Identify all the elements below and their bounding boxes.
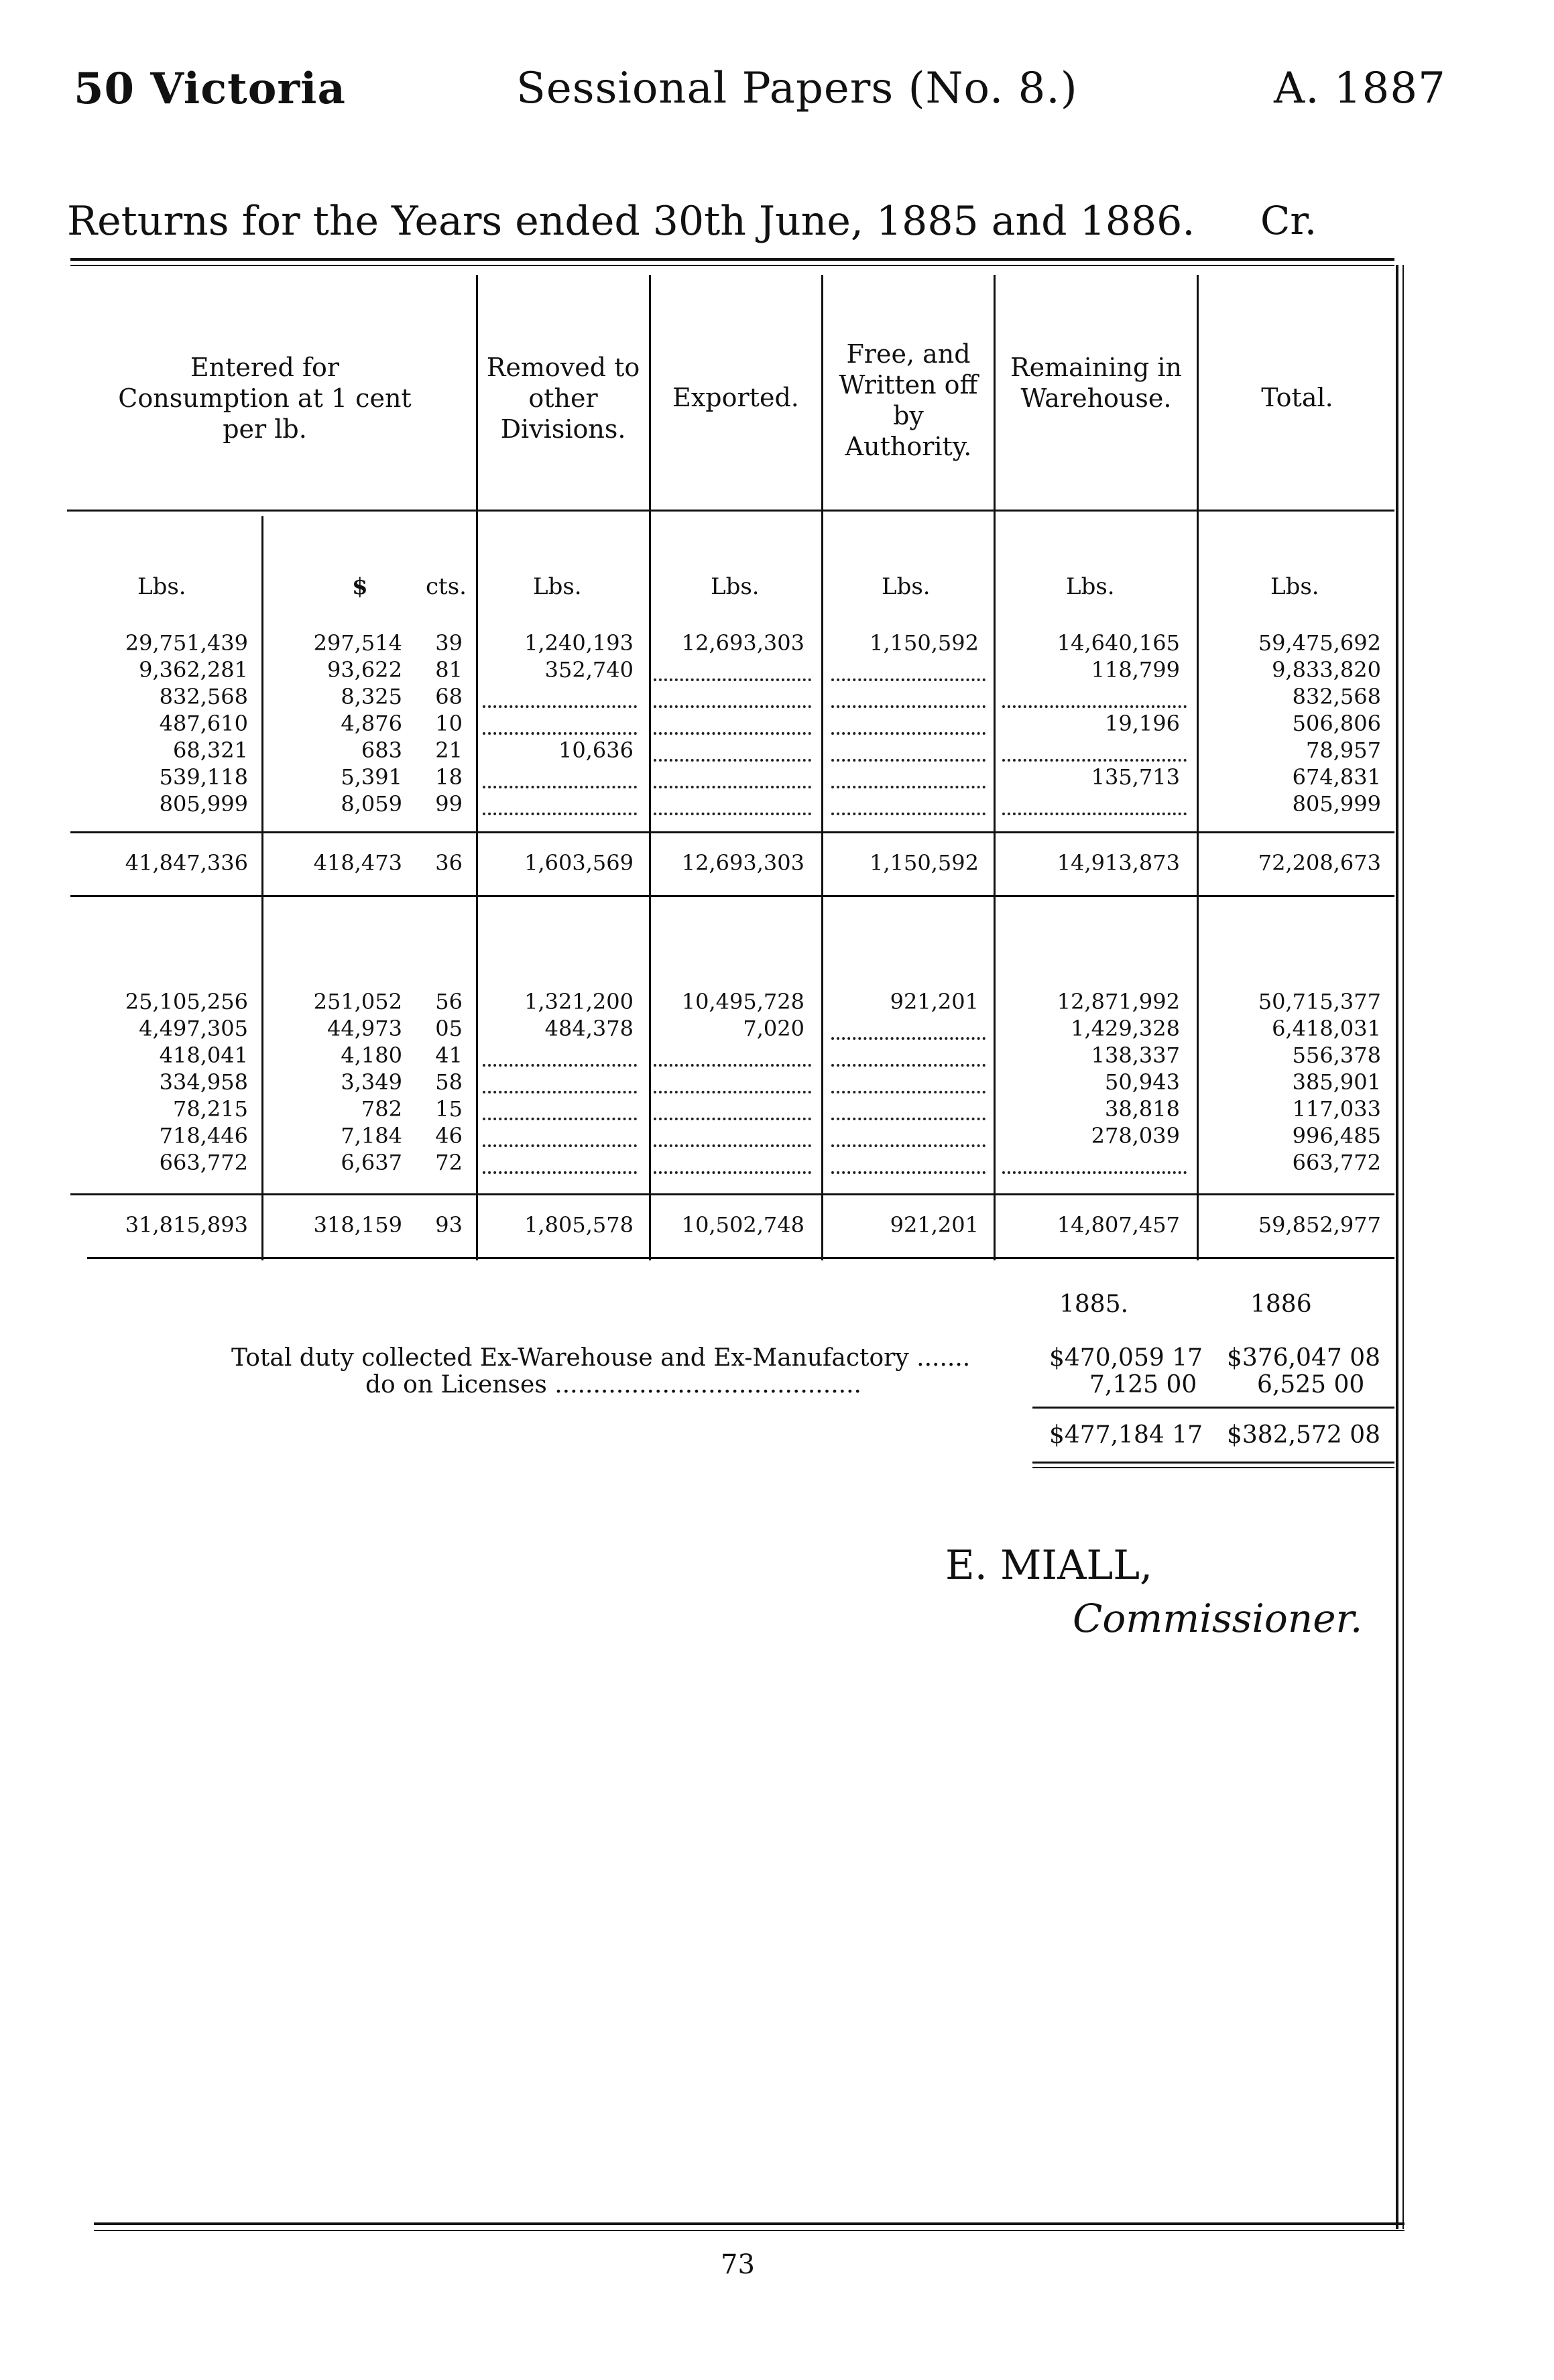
b1-row-2-free-leader (831, 680, 985, 708)
b1-row-6-exported-leader (654, 787, 811, 815)
signature-name: E. MIALL, (945, 1542, 1153, 1589)
duty-line2-1885: 7,125 00 (1089, 1371, 1197, 1399)
b1-row-0-exported: 12,693,303 (681, 630, 804, 656)
b1-row-6-total: 805,999 (1292, 791, 1381, 817)
b2-row-4-cts: 15 (435, 1096, 463, 1122)
b2-row-0-removed: 1,321,200 (524, 989, 634, 1014)
b2-row-1-lbs: 4,497,305 (139, 1016, 248, 1041)
header-center: Sessional Papers (No. 8.) (516, 64, 1078, 113)
duty-line1-1886: $376,047 08 (1227, 1344, 1381, 1372)
b1-row-2-dollars: 8,325 (341, 684, 402, 709)
b1-row-1-lbs: 9,362,281 (139, 657, 248, 682)
unit-lbs-6: Lbs. (1270, 573, 1319, 600)
b2-row-4-dollars: 782 (361, 1096, 402, 1122)
b2-row-0-total: 50,715,377 (1258, 989, 1381, 1014)
unit-lbs-3: Lbs. (711, 573, 760, 600)
unit-lbs-4: Lbs. (882, 573, 931, 600)
b1-row-4-exported-leader (654, 733, 811, 762)
b2-row-5-dollars: 7,184 (341, 1123, 402, 1148)
b2-row-5-cts: 46 (435, 1123, 463, 1148)
b2-row-2-removed-leader (483, 1038, 637, 1067)
b2-row-5-exported-leader (654, 1119, 811, 1147)
b1-row-1-exported-leader (654, 653, 811, 681)
b2-row-2-free-leader (831, 1038, 985, 1067)
b1-row-5-total: 674,831 (1292, 764, 1381, 790)
b2-row-1-cts: 05 (435, 1016, 463, 1041)
b2-row-6-cts: 72 (435, 1150, 463, 1175)
header-left: 50 Victoria (74, 64, 346, 114)
b1-row-0-free: 1,150,592 (870, 630, 979, 656)
b1-row-3-total: 506,806 (1292, 711, 1381, 736)
b2-row-6-total: 663,772 (1292, 1150, 1381, 1175)
block2-sum-rule (70, 1193, 1394, 1195)
b2-total-row-0-removed: 1,805,578 (524, 1212, 634, 1238)
b2-total-row-0-cts: 93 (435, 1212, 463, 1238)
duty-total-rule (1032, 1462, 1394, 1464)
b2-row-1-dollars: 44,973 (327, 1016, 402, 1041)
b1-row-5-removed-leader (483, 760, 637, 788)
b2-row-0-cts: 56 (435, 989, 463, 1014)
b1-row-1-total: 9,833,820 (1272, 657, 1381, 682)
b2-row-0-lbs: 25,105,256 (125, 989, 248, 1014)
b1-row-0-cts: 39 (435, 630, 463, 656)
unit-lbs-5: Lbs. (1066, 573, 1115, 600)
b1-row-5-exported-leader (654, 760, 811, 788)
b1-row-0-remaining: 14,640,165 (1057, 630, 1180, 656)
column-header-exported: Exported. (672, 383, 799, 412)
unit-lbs-2: Lbs. (533, 573, 582, 600)
credit-label: Cr. (1260, 198, 1317, 243)
b2-row-0-dollars: 251,052 (313, 989, 402, 1014)
b1-row-4-cts: 21 (435, 737, 463, 763)
b2-row-2-exported-leader (654, 1038, 811, 1067)
b1-row-2-remaining-leader (1002, 680, 1187, 708)
b1-row-4-remaining-leader (1002, 733, 1187, 762)
b1-total-row-0-dollars: 418,473 (313, 850, 402, 876)
column-header-removed: Removed to other Divisions. (486, 353, 640, 444)
b1-row-3-removed-leader (483, 707, 637, 735)
b2-row-3-exported-leader (654, 1065, 811, 1093)
b2-row-4-lbs: 78,215 (173, 1096, 248, 1122)
col-divider-3 (821, 275, 823, 1260)
b1-row-3-exported-leader (654, 707, 811, 735)
b1-total-row-0-remaining: 14,913,873 (1057, 850, 1180, 876)
b1-row-2-total: 832,568 (1292, 684, 1381, 709)
duty-total-rule-thin (1032, 1467, 1394, 1468)
duty-total-1885: $477,184 17 (1049, 1421, 1203, 1449)
b1-row-5-cts: 18 (435, 764, 463, 790)
b1-total-row-0-lbs: 41,847,336 (125, 850, 248, 876)
b1-row-0-dollars: 297,514 (313, 630, 402, 656)
b1-row-5-dollars: 5,391 (341, 764, 402, 790)
b1-row-5-remaining: 135,713 (1091, 764, 1180, 790)
column-header-remaining: Remaining in Warehouse. (1010, 353, 1183, 413)
duty-year-1885: 1885. (1059, 1291, 1129, 1318)
b2-row-6-lbs: 663,772 (159, 1150, 248, 1175)
b1-row-0-removed: 1,240,193 (524, 630, 634, 656)
b2-row-2-total: 556,378 (1292, 1043, 1381, 1068)
b2-row-3-lbs: 334,958 (159, 1069, 248, 1095)
b1-total-row-0-cts: 36 (435, 850, 463, 876)
b2-row-0-exported: 10,495,728 (681, 989, 804, 1014)
duty-sum-rule (1032, 1407, 1394, 1409)
b2-row-5-free-leader (831, 1119, 985, 1147)
column-header-entered: Entered for Consumption at 1 cent per lb. (118, 353, 412, 444)
duty-total-1886: $382,572 08 (1227, 1421, 1381, 1449)
b2-row-3-dollars: 3,349 (341, 1069, 402, 1095)
signature-role: Commissioner. (1073, 1596, 1363, 1641)
col-divider-1 (476, 275, 478, 1260)
b2-row-1-removed: 484,378 (544, 1016, 634, 1041)
column-header-total: Total. (1261, 383, 1333, 412)
b1-row-6-remaining-leader (1002, 787, 1187, 815)
b2-row-6-removed-leader (483, 1146, 637, 1174)
duty-line1-label: Total duty collected Ex-Warehouse and Ex-Manufactory ....... (231, 1344, 971, 1372)
b2-total-row-0-free: 921,201 (890, 1212, 979, 1238)
b1-row-6-removed-leader (483, 787, 637, 815)
col-divider-2 (649, 275, 651, 1260)
b2-row-0-free: 921,201 (890, 989, 979, 1014)
title-rule (70, 258, 1394, 261)
b1-row-6-lbs: 805,999 (159, 791, 248, 817)
unit-dollars: $ (352, 573, 368, 600)
right-border-thin (1402, 265, 1404, 2229)
b1-row-2-lbs: 832,568 (159, 684, 248, 709)
b2-row-6-free-leader (831, 1146, 985, 1174)
b1-row-1-removed: 352,740 (544, 657, 634, 682)
table-title: Returns for the Years ended 30th June, 1885 and 1886. (67, 198, 1195, 245)
b2-row-4-removed-leader (483, 1092, 637, 1120)
b1-row-5-lbs: 539,118 (159, 764, 248, 790)
col-divider-4 (994, 275, 996, 1260)
header-right: A. 1887 (1274, 64, 1446, 113)
b2-row-5-total: 996,485 (1292, 1123, 1381, 1148)
b1-row-1-remaining: 118,799 (1091, 657, 1180, 682)
b2-row-3-removed-leader (483, 1065, 637, 1093)
duty-line1-1885: $470,059 17 (1049, 1344, 1203, 1372)
b1-row-1-dollars: 93,622 (327, 657, 402, 682)
b2-row-4-remaining: 38,818 (1105, 1096, 1180, 1122)
b1-row-4-total: 78,957 (1306, 737, 1381, 763)
b2-total-row-0-lbs: 31,815,893 (125, 1212, 248, 1238)
b2-row-3-free-leader (831, 1065, 985, 1093)
b1-row-3-remaining: 19,196 (1105, 711, 1180, 736)
block1-bottom-rule (70, 895, 1394, 897)
b1-total-row-0-exported: 12,693,303 (681, 850, 804, 876)
column-header-free: Free, and Written off by Authority. (839, 339, 978, 461)
block2-bottom-rule (87, 1257, 1394, 1259)
header-bottom-rule (67, 510, 1394, 512)
b1-row-4-removed: 10,636 (558, 737, 634, 763)
block1-sum-rule (70, 831, 1394, 833)
b2-row-1-exported: 7,020 (743, 1016, 804, 1041)
title-rule-thin (70, 265, 1394, 266)
unit-cts: cts. (426, 573, 467, 600)
bottom-rule-thin (94, 2230, 1404, 2231)
duty-line2-label: do on Licenses ........................................ (365, 1371, 861, 1399)
b2-row-6-exported-leader (654, 1146, 811, 1174)
b1-row-3-cts: 10 (435, 711, 463, 736)
b1-row-3-free-leader (831, 707, 985, 735)
b1-row-0-lbs: 29,751,439 (125, 630, 248, 656)
col-divider-dollars (261, 516, 263, 1260)
b2-total-row-0-exported: 10,502,748 (681, 1212, 804, 1238)
b2-row-1-remaining: 1,429,328 (1071, 1016, 1180, 1041)
b2-row-1-total: 6,418,031 (1272, 1016, 1381, 1041)
b1-total-row-0-removed: 1,603,569 (524, 850, 634, 876)
b1-row-1-cts: 81 (435, 657, 463, 682)
b2-row-5-removed-leader (483, 1119, 637, 1147)
b2-row-1-free-leader (831, 1012, 985, 1040)
b2-row-3-cts: 58 (435, 1069, 463, 1095)
b1-row-2-exported-leader (654, 680, 811, 708)
b1-total-row-0-free: 1,150,592 (870, 850, 979, 876)
b2-total-row-0-remaining: 14,807,457 (1057, 1212, 1180, 1238)
b2-row-3-total: 385,901 (1292, 1069, 1381, 1095)
b1-row-4-lbs: 68,321 (173, 737, 248, 763)
b1-row-4-free-leader (831, 733, 985, 762)
b1-row-6-cts: 99 (435, 791, 463, 817)
unit-lbs-1: Lbs. (137, 573, 186, 600)
b2-row-4-exported-leader (654, 1092, 811, 1120)
b2-row-6-remaining-leader (1002, 1146, 1187, 1174)
b1-row-2-removed-leader (483, 680, 637, 708)
b2-total-row-0-dollars: 318,159 (313, 1212, 402, 1238)
col-divider-5 (1197, 275, 1199, 1260)
b1-row-6-free-leader (831, 787, 985, 815)
duty-line2-1886: 6,525 00 (1257, 1371, 1365, 1399)
bottom-rule (94, 2222, 1404, 2225)
b2-row-6-dollars: 6,637 (341, 1150, 402, 1175)
page-number: 73 (721, 2249, 755, 2280)
b2-row-3-remaining: 50,943 (1105, 1069, 1180, 1095)
b2-row-4-total: 117,033 (1292, 1096, 1381, 1122)
b2-total-row-0-total: 59,852,977 (1258, 1212, 1381, 1238)
b2-row-5-lbs: 718,446 (159, 1123, 248, 1148)
b1-row-5-free-leader (831, 760, 985, 788)
b2-row-2-remaining: 138,337 (1091, 1043, 1180, 1068)
right-border (1396, 265, 1398, 2229)
b1-row-3-dollars: 4,876 (341, 711, 402, 736)
b1-row-1-free-leader (831, 653, 985, 681)
duty-year-1886: 1886 (1250, 1291, 1312, 1318)
b1-total-row-0-total: 72,208,673 (1258, 850, 1381, 876)
b1-row-6-dollars: 8,059 (341, 791, 402, 817)
b2-row-5-remaining: 278,039 (1091, 1123, 1180, 1148)
b1-row-2-cts: 68 (435, 684, 463, 709)
b2-row-2-cts: 41 (435, 1043, 463, 1068)
b1-row-4-dollars: 683 (361, 737, 402, 763)
b2-row-0-remaining: 12,871,992 (1057, 989, 1180, 1014)
b2-row-2-dollars: 4,180 (341, 1043, 402, 1068)
b2-row-4-free-leader (831, 1092, 985, 1120)
b1-row-0-total: 59,475,692 (1258, 630, 1381, 656)
b2-row-2-lbs: 418,041 (159, 1043, 248, 1068)
b1-row-3-lbs: 487,610 (159, 711, 248, 736)
